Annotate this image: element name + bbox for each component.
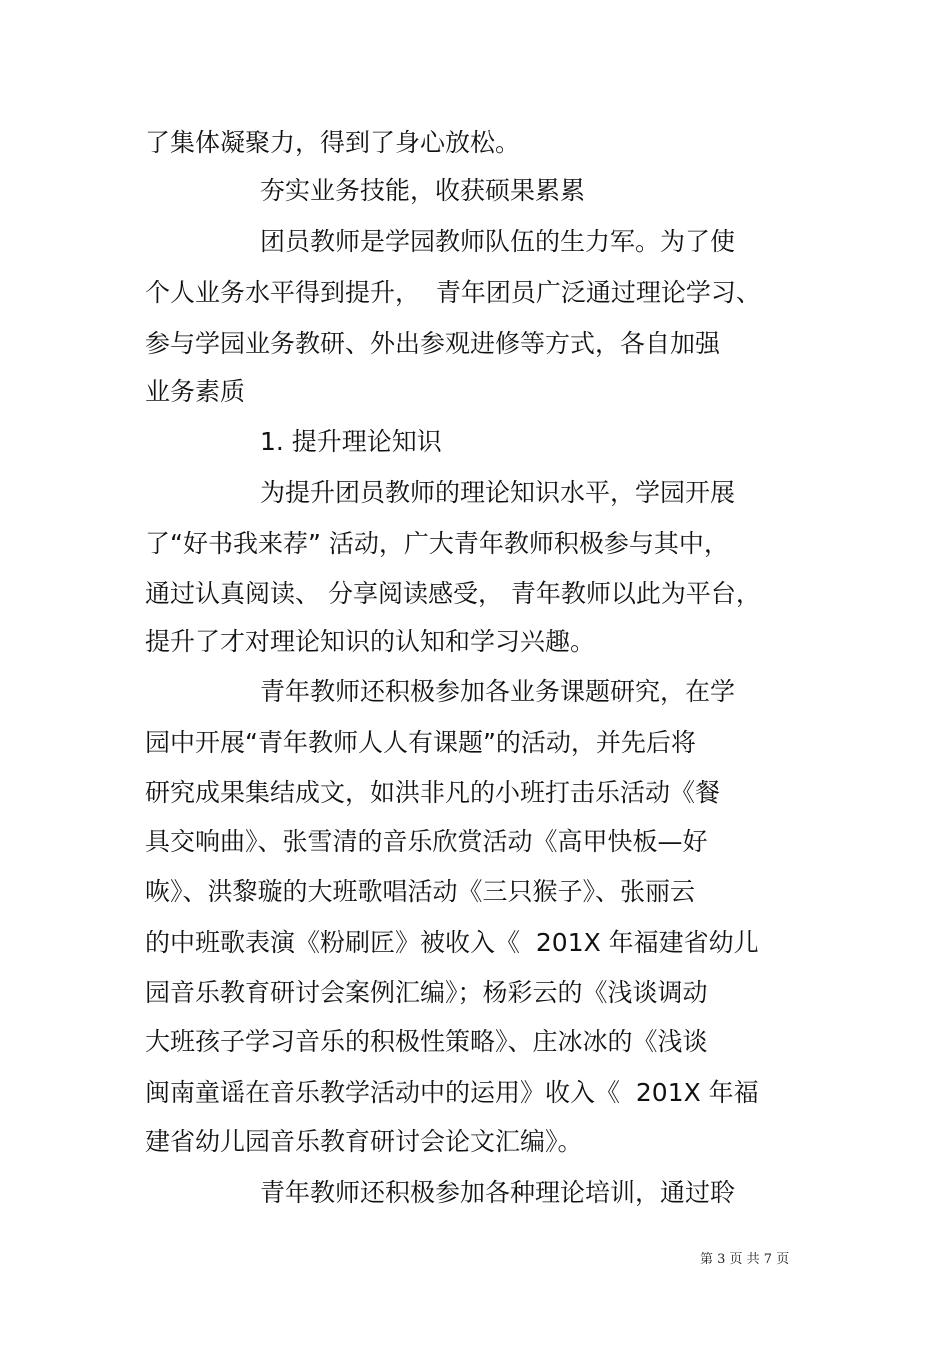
subsection-heading: 1. 提升理论知识 [260, 427, 442, 456]
text-line: 青年教师还积极参加各业务课题研究，在学 [260, 677, 736, 706]
text-line: 通过认真阅读、 分享阅读感受， 青年教师以此为平台， [145, 579, 761, 608]
text-line: 咴》、洪黎璇的大班歌唱活动《三只猴子》、张丽云 [145, 877, 696, 906]
text-line: 参与学园业务教研、外出参观进修等方式，各自加强 [145, 329, 721, 358]
text-line: 青年教师还积极参加各种理论培训，通过聆 [260, 1178, 736, 1207]
text-line: 闽南童谣在音乐教学活动中的运用》收入《 201X 年福 [145, 1078, 759, 1107]
text-line: 研究成果集结成文，如洪非凡的小班打击乐活动《餐 [145, 778, 721, 807]
text-line: 园音乐教育研讨会案例汇编》；杨彩云的《浅谈调动 [145, 978, 708, 1007]
page-number-footer: 第 3 页 共 7 页 [700, 1252, 790, 1267]
text-line: 具交响曲》、张雪清的音乐欣赏活动《高甲快板—好 [145, 827, 708, 856]
text-line: 了“好书我来荐” 活动，广大青年教师积极参与其中， [145, 529, 729, 558]
text-line: 个人业务水平得到提升， 青年团员广泛通过理论学习、 [145, 278, 761, 307]
text-line: 大班孩子学习音乐的积极性策略》、庄冰冰的《浅谈 [145, 1027, 708, 1056]
text-line: 的中班歌表演《粉刷匠》被收入《 201X 年福建省幼儿 [145, 928, 759, 957]
text-line: 提升了才对理论知识的认知和学习兴趣。 [145, 627, 596, 656]
text-line: 业务素质 [145, 377, 246, 406]
text-line: 了集体凝聚力，得到了身心放松。 [145, 128, 521, 157]
section-heading: 夯实业务技能，收获硕果累累 [260, 176, 586, 205]
text-line: 园中开展“青年教师人人有课题”的活动，并先后将 [145, 728, 696, 757]
text-line: 为提升团员教师的理论知识水平，学园开展 [260, 478, 736, 507]
text-line: 团员教师是学园教师队伍的生力军。为了使 [260, 227, 736, 256]
text-line: 建省幼儿园音乐教育研讨会论文汇编》。 [145, 1127, 583, 1156]
